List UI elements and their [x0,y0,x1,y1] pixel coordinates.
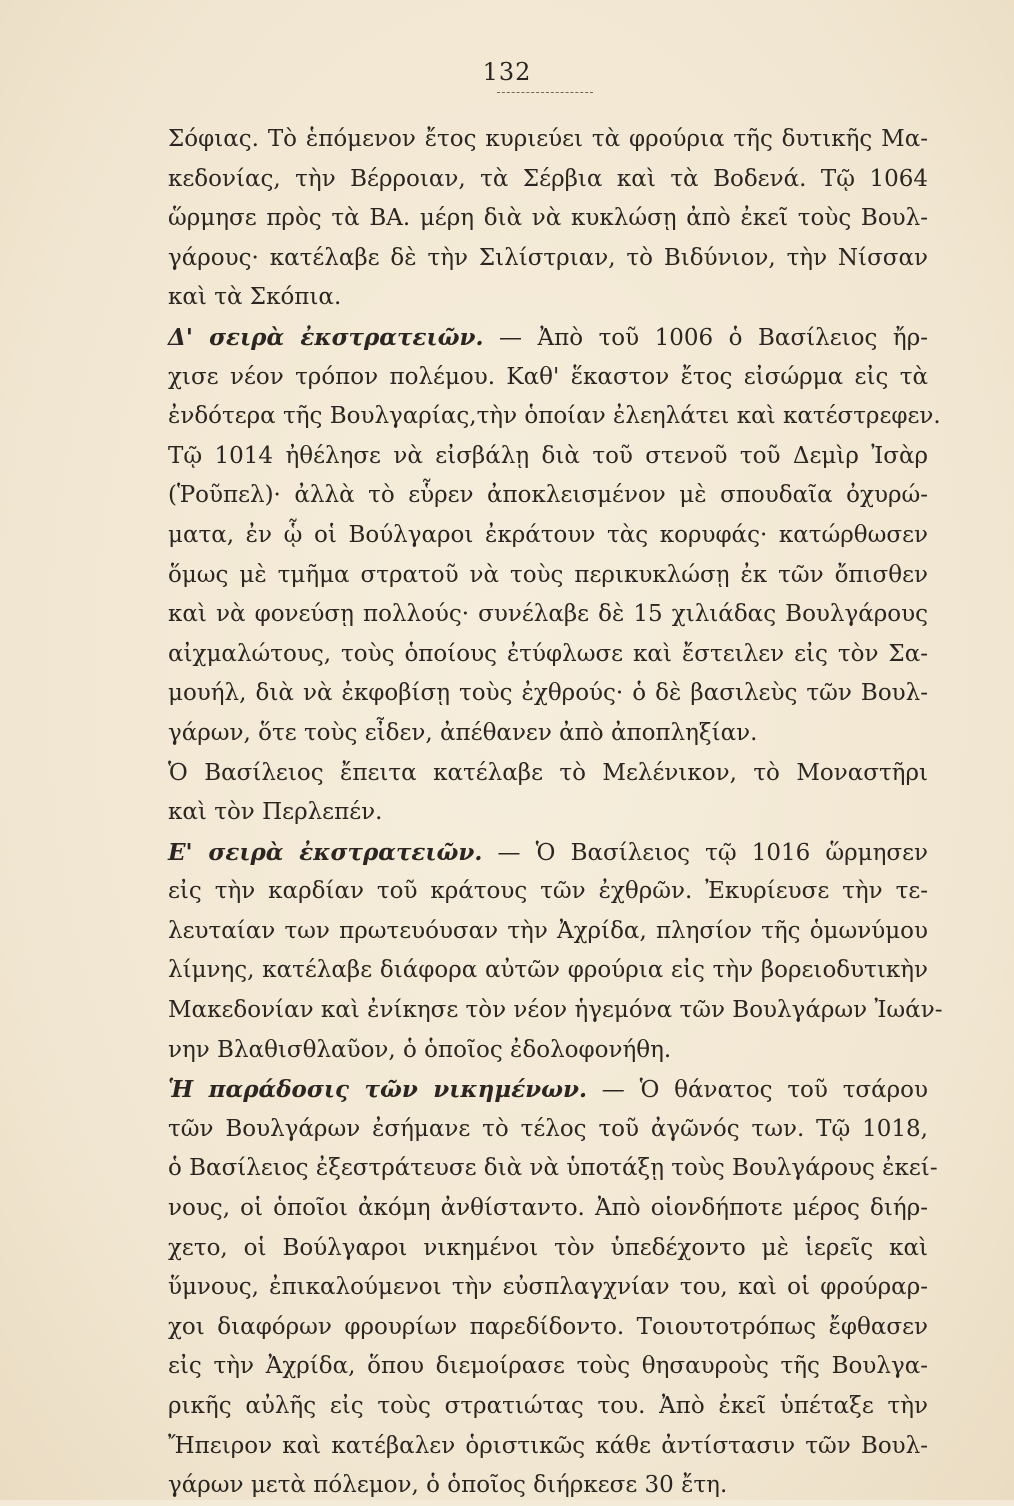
text-line: ὅμως μὲ τμῆμα στρατοῦ νὰ τοὺς περικυκλώσῃ ἐκ τῶν ὄπισθεν [168,561,928,588]
text-line: καὶ τὸν Περλεπέν. [168,799,383,826]
paragraph-1 [168,120,928,318]
paragraph-5 [168,1070,938,1506]
text-line: χετο, οἱ Βούλγαροι νικημένοι τὸν ὑπεδέχοντο μὲ ἱερεῖς καὶ [168,1234,928,1261]
text-line: ὁ Βασίλειος ἐξεστράτευσε διὰ νὰ ὑποτάξῃ τοὺς Βουλγάρους ἐκεί- [168,1155,938,1182]
paragraph-4 [168,833,943,1071]
text-line: γάρων μετὰ πόλεμον, ὁ ὁποῖος διήρκεσε 30 ἔτη. [168,1472,728,1499]
section-heading: Δ' σειρὰ ἐκστρατειῶν. [168,323,484,351]
text-line: γάρων, ὅτε τοὺς εἶδεν, ἀπέθανεν ἀπὸ ἀποπληξίαν. [168,719,758,746]
text-line: καὶ νὰ φονεύσῃ πολλούς· συνέλαβε δὲ 15 χιλιάδας Βουλγάρους [168,601,928,628]
text-line-with-heading [168,1070,928,1110]
text-line-with-heading [168,833,928,873]
paragraph-3 [168,754,928,833]
text-line: ὕμνους, ἐπικαλούμενοι τὴν εὐσπλαγχνίαν του, καὶ οἱ φρούραρ- [168,1274,928,1301]
text-line: αἰχμαλώτους, τοὺς ὁποίους ἐτύφλωσε καὶ ἔστειλεν εἰς τὸν Σα- [168,640,928,667]
body-text [168,120,943,1506]
text-line: Μακεδονίαν καὶ ἐνίκησε τὸν νέον ἡγεμόνα τῶν Βουλγάρων Ἰωάν- [168,997,943,1024]
text-line: καὶ τὰ Σκόπια. [168,284,342,311]
text-line: ματα, ἐν ᾧ οἱ Βούλγαροι ἐκράτουν τὰς κορυφάς· κατώρθωσεν [168,521,928,548]
section-heading: Ἡ παράδοσις τῶν νικημένων. [168,1076,587,1104]
text-line: εἰς τὴν καρδίαν τοῦ κράτους τῶν ἐχθρῶν. Ἐκυρίευσε τὴν τε- [168,878,928,905]
text-line: κεδονίας, τὴν Βέρροιαν, τὰ Σέρβια καὶ τὰ Βοδενά. Τῷ 1064 [168,165,928,192]
page-number: 132 [482,58,532,86]
text-line-with-heading [168,318,928,358]
text-line: ἐνδότερα τῆς Βουλγαρίας,τὴν ὁποίαν ἐλεηλάτει καὶ κατέστρεφεν. [168,403,941,430]
text-line: λευταίαν των πρωτευόυσαν τὴν Ἀχρίδα, πλησίον τῆς ὁμωνύμου [168,917,928,944]
text-line: τῶν Βουλγάρων ἐσήμανε τὸ τέλος τοῦ ἀγῶνός των. Τῷ 1018, [168,1115,928,1142]
section-heading: Ε' σειρὰ ἐκστρατειῶν. [168,838,483,866]
text-line: ρικῆς αὐλῆς εἰς τοὺς στρατιώτας του. Ἀπὸ ἐκεῖ ὑπέταξε τὴν [168,1393,928,1419]
text-line: Ὁ Βασίλειος ἔπειτα κατέλαβε τὸ Μελένικον, τὸ Μοναστῆρι [168,759,928,786]
paragraph-2 [168,318,941,754]
text-line: νους, οἱ ὁποῖοι ἀκόμη ἀνθίσταντο. Ἀπὸ οἱονδήποτε μέρος διήρ- [168,1195,928,1222]
heading-line-rest: — Ὁ θάνατος τοῦ τσάρου [587,1077,928,1104]
text-line: Τῷ 1014 ἠθέλησε νὰ εἰσβάλῃ διὰ τοῦ στενοῦ τοῦ Δεμὶρ Ἰσὰρ [168,442,928,469]
text-line: νην Βλαθισθλαῦον, ὁ ὁποῖος ἐδολοφονήθη. [168,1036,672,1063]
text-line: μουήλ, διὰ νὰ ἐκφοβίσῃ τοὺς ἐχθρούς· ὁ δὲ βασιλεὺς τῶν Βουλ- [168,680,928,707]
heading-line-rest: — Ὁ Βασίλειος τῷ 1016 ὥρμησεν [482,839,928,866]
page-number-rule [497,92,593,93]
text-line: Σόφιας. Τὸ ἑπόμενον ἔτος κυριεύει τὰ φρούρια τῆς δυτικῆς Μα- [168,126,928,152]
text-line: Ἤπειρον καὶ κατέβαλεν ὁριστικῶς κάθε ἀντίστασιν τῶν Βουλ- [168,1432,928,1459]
text-line: γάρους· κατέλαβε δὲ τὴν Σιλίστριαν, τὸ Βιδύνιον, τὴν Νίσσαν [168,244,928,271]
text-line: λίμνης, κατέλαβε διάφορα αὐτῶν φρούρια εἰς τὴν βορειοδυτικὴν [168,957,928,984]
text-line: χισε νέον τρόπον πολέμου. Καθ' ἕκαστον ἔτος εἰσώρμα εἰς τὰ [168,363,928,390]
text-line: εἰς τὴν Ἀχρίδα, ὅπου διεμοίρασε τοὺς θησαυροὺς τῆς Βουλγα- [168,1353,928,1380]
text-line: χοι διαφόρων φρουρίων παρεδίδοντο. Τοιουτοτρόπως ἔφθασεν [168,1313,928,1340]
text-line: ὥρμησε πρὸς τὰ ΒΑ. μέρη διὰ νὰ κυκλώσῃ ἀπὸ ἐκεῖ τοὺς Βουλ- [168,205,928,232]
heading-line-rest: — Ἀπὸ τοῦ 1006 ὁ Βασίλειος ἤρ- [483,324,928,351]
text-line: (Ῥοῦπελ)· ἀλλὰ τὸ εὗρεν ἀποκλεισμένον μὲ σπουδαῖα ὀχυρώ- [168,482,928,509]
